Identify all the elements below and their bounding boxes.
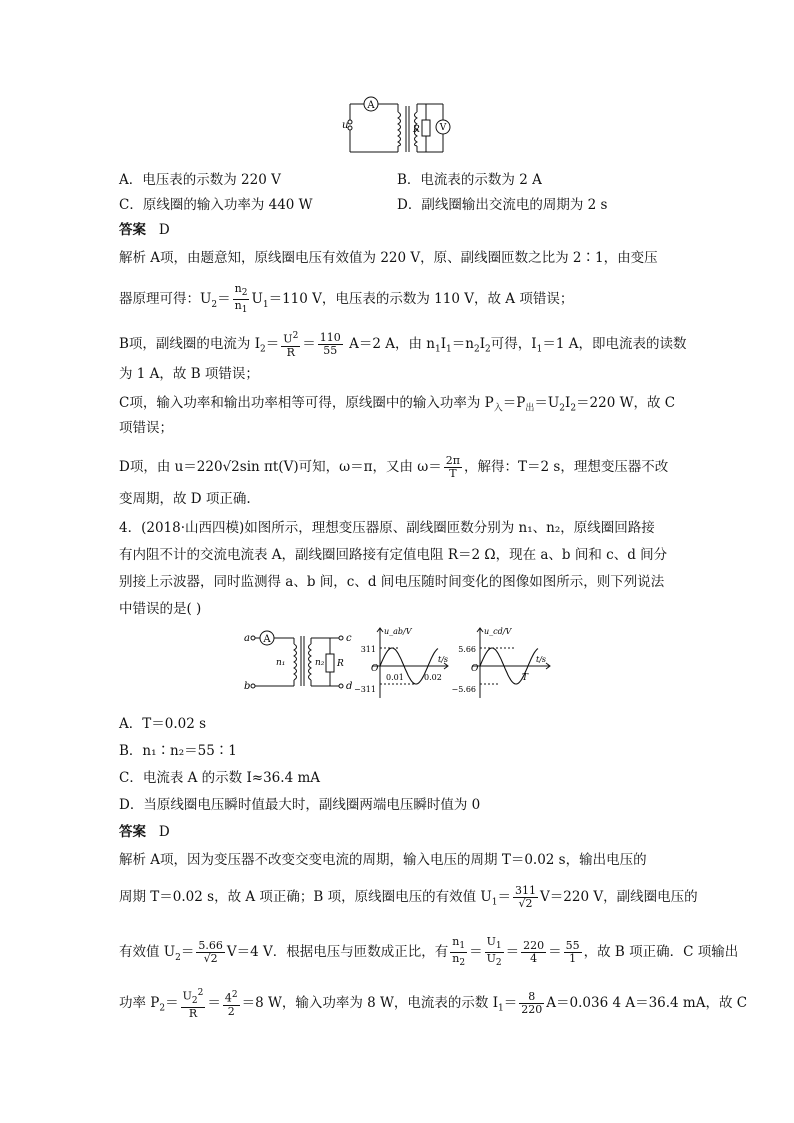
transformer-circuit-figure-1 bbox=[340, 92, 460, 158]
fig1-ammeter-label: A bbox=[367, 100, 375, 111]
q4-fig-c-label: c bbox=[346, 633, 352, 644]
q4-option-c: C．电流表 A 的示数 I≈36.4 mA bbox=[119, 770, 320, 786]
graph2-period: T bbox=[522, 673, 529, 683]
q3-option-a: A．电压表的示数为 220 V bbox=[119, 172, 281, 188]
q3-answer bbox=[119, 221, 170, 239]
graph2-origin: O bbox=[471, 664, 479, 674]
q4-analysis-line-2: 周期 T＝0.02 s，故 A 项正确；B 项，原线圈电压的有效值 $U_1=$ $\frac{311}{√2}$ V＝220 V，副线圈电压的 bbox=[119, 884, 698, 910]
q4-fig-n1-label: n₁ bbox=[276, 658, 286, 668]
graph2-ymax: 5.66 bbox=[458, 645, 476, 654]
graph2-ymin: −5.66 bbox=[451, 685, 476, 694]
q4-stem-line-4: 中错误的是( ) bbox=[119, 601, 202, 617]
q4-answer-label: 答案 bbox=[119, 824, 146, 840]
q3-analysis-line-5: C项，输入功率和输出功率相等可得，原线圈中的输入功率为 $P_入=P_出=U_2I_2=220$ W，故 C bbox=[119, 395, 676, 414]
graph1-ymax: 311 bbox=[360, 645, 376, 654]
q4-analysis-line-1: 解析 A项，因为变压器不改变交变电流的周期，输入电压的周期 T＝0.02 s，输出电压的 bbox=[119, 852, 647, 868]
q4-stem-line-1: 4．(2018·山西四模)如图所示，理想变压器原、副线圈匝数分别为 n₁、n₂，原线圈回路接 bbox=[119, 520, 655, 536]
q4-fig-n2-label: n₂ bbox=[315, 658, 325, 668]
q4-analysis-line-4: 功率 $P_2=$ $\frac{U_2^2}{R}$ ＝ $\frac{4^2}{2}$ ＝8 W，输入功率为 8 W，电流表的示数 $I_1=$ $\frac{8}{220}$ A＝0.036 4 A＝36.4 mA，故 C bbox=[119, 988, 748, 1020]
q3-analysis-line-3-text: B项，副线圈的电流为 I bbox=[119, 335, 261, 352]
graph1-x1: 0.01 bbox=[386, 673, 404, 682]
q4-answer bbox=[119, 823, 170, 841]
q4-fig-ammeter-label: A bbox=[263, 634, 271, 645]
q3-answer-label: 答案 bbox=[119, 222, 146, 238]
q3-analysis-line-5-text: C项，输入功率和输出功率相等可得，原线圈中的输入功率为 P bbox=[119, 395, 494, 411]
q3-analysis-line-2-text: 器原理可得：U bbox=[119, 291, 212, 308]
graph1-ylabel: u_ab/V bbox=[384, 627, 412, 636]
q4-fig-b-label: b bbox=[244, 681, 251, 692]
q4-fig-r-label: R bbox=[337, 659, 344, 669]
graph1-x2: 0.02 bbox=[424, 673, 442, 682]
q4-fig-a-label: a bbox=[244, 633, 250, 644]
q3-answer-value: D bbox=[158, 222, 170, 238]
q3-analysis-line-8: 变周期，故 D 项正确. bbox=[119, 491, 251, 507]
q3-analysis-line-1: 解析 A项，由题意知，原线圈电压有效值为 220 V，原、副线圈匝数之比为 2∶1，由变压 bbox=[119, 250, 658, 266]
q3-analysis-line-4: 为 1 A，故 B 项错误； bbox=[119, 366, 259, 382]
q3-option-b: B．电流表的示数为 2 A bbox=[397, 172, 542, 188]
q4-option-b: B．n₁∶n₂＝55∶1 bbox=[119, 743, 237, 759]
q3-analysis-line-3: B项，副线圈的电流为 $I_2=$ $\frac{U^2}{R}$ ＝ $\frac{110}{55}$ A＝2 A，由 $n_1I_1=n_2I_2$可得，$I_1=1$ A，即电流表的读数 bbox=[119, 330, 687, 359]
graph1-ymin: −311 bbox=[354, 685, 376, 694]
q4-answer-value: D bbox=[158, 824, 170, 840]
fig1-input-label: u bbox=[342, 120, 349, 131]
graph1-xlabel: t/s bbox=[438, 655, 449, 664]
q4-analysis-line-2-text: 周期 T＝0.02 s，故 A 项正确；B 项，原线圈电压的有效值 U bbox=[119, 889, 492, 905]
q4-stem-line-3: 别接上示波器，同时监测得 a、b 间，c、d 间电压随时间变化的图像如图所示，则下列说法 bbox=[119, 574, 665, 590]
q4-stem-line-2: 有内阻不计的交流电流表 A，副线圈回路接有定值电阻 R＝2 Ω，现在 a、b 间和 c、d 间分 bbox=[119, 547, 668, 563]
graph1-origin: O bbox=[371, 664, 379, 674]
q3-analysis-line-7-text: D项，由 u＝220 bbox=[119, 459, 223, 475]
q3-option-c: C．原线圈的输入功率为 440 W bbox=[119, 197, 313, 213]
q3-analysis-line-7: D项，由 u＝220√2sin πt(V)可知，ω＝π，又由 ω＝ $\frac{2\pi}{T}$ ，解得：T＝2 s，理想变压器不改 bbox=[119, 454, 669, 480]
q4-figure bbox=[238, 622, 554, 700]
fig1-voltmeter-label: V bbox=[439, 123, 447, 133]
q3-analysis-line-2: 器原理可得：$U_2=$ $\frac{n_2}{n_1}$ $U_1=110$ V，电压表的示数为 110 V，故 A 项错误； bbox=[119, 282, 574, 316]
q4-analysis-line-4-text: 功率 P bbox=[119, 994, 160, 1011]
q3-option-d: D．副线圈输出交流电的周期为 2 s bbox=[397, 197, 608, 213]
q4-option-a: A．T＝0.02 s bbox=[119, 716, 207, 732]
q4-fig-d-label: d bbox=[346, 681, 353, 692]
q4-analysis-line-3: 有效值 $U_2=$ $\frac{5.66}{√2}$ V＝4 V．根据电压与匝数成正比，有 $\frac{n_1}{n_2}$ ＝ $\frac{U_1}{U_2}$ ＝ $\frac{220}{4}$ ＝ $\frac{55}{1}$ ，故 B 项正确．C 项输出 bbox=[119, 935, 739, 969]
graph2-xlabel: t/s bbox=[536, 655, 547, 664]
q4-option-d: D．当原线圈电压瞬时值最大时，副线圈两端电压瞬时值为 0 bbox=[119, 797, 481, 813]
fig1-resistor-label: R bbox=[413, 125, 420, 135]
q4-analysis-line-3-text: 有效值 U bbox=[119, 944, 176, 961]
graph2-ylabel: u_cd/V bbox=[484, 627, 512, 636]
q3-analysis-line-6: 项错误； bbox=[119, 420, 173, 436]
